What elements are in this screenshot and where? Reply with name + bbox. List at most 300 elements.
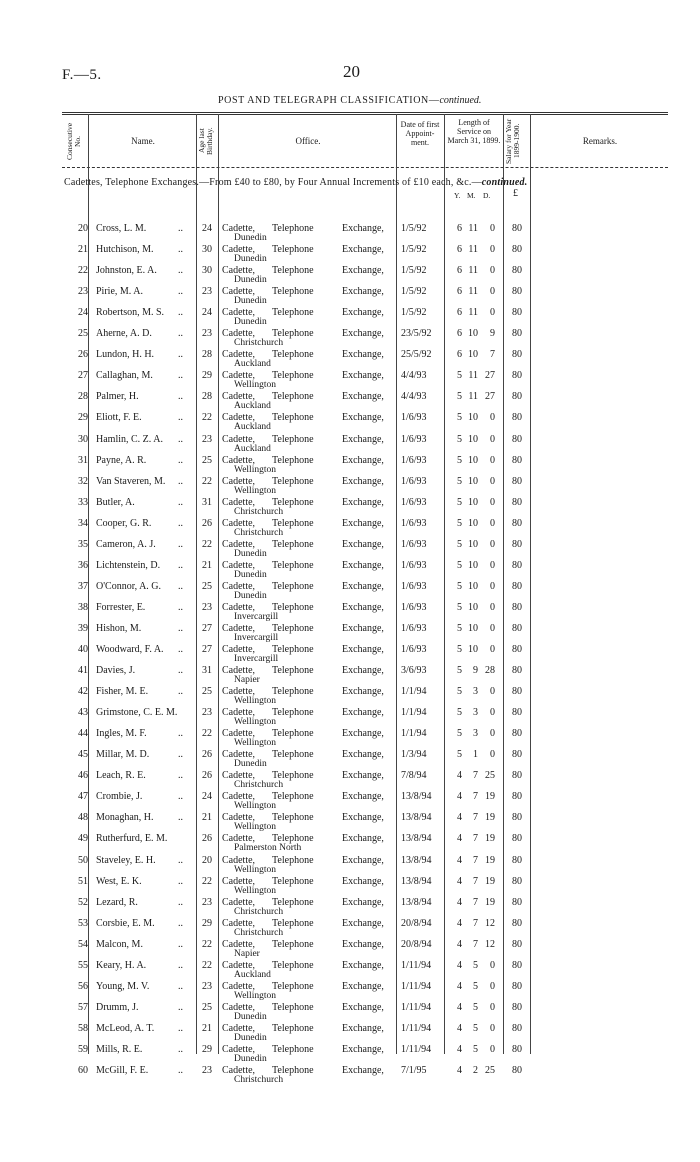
row-service-days: 7 — [490, 349, 495, 361]
row-appointment-date: 1/3/94 — [401, 749, 427, 761]
row-service-days: 0 — [490, 622, 495, 634]
row-office-service: Telephone — [272, 707, 314, 719]
row-office-city: Christchurch — [234, 780, 284, 791]
row-appointment-date: 4/4/93 — [401, 391, 427, 403]
row-appointment-date: 3/6/93 — [401, 665, 427, 677]
row-office-type: Exchange, — [342, 244, 384, 256]
unit-pound: £ — [513, 188, 518, 199]
row-office-type: Exchange, — [342, 223, 384, 234]
row-salary: 80 — [512, 538, 522, 550]
row-name: Woodward, F. A. — [96, 644, 164, 655]
row-name: Mills, R. E. — [96, 1043, 143, 1055]
table-row — [0, 939, 700, 960]
row-service-days: 0 — [490, 454, 495, 466]
row-salary: 80 — [512, 412, 522, 424]
row-service-months: 5 — [473, 959, 478, 971]
table-row — [0, 749, 700, 770]
row-number: 46 — [78, 770, 88, 782]
row-leader-dots: .. — [178, 854, 183, 866]
row-office-service: Telephone — [272, 517, 314, 529]
row-office-type: Exchange, — [342, 707, 384, 719]
row-name: Davies, J. — [96, 665, 136, 677]
row-office-city: Dunedin — [234, 296, 267, 307]
row-service-months: 11 — [468, 223, 478, 234]
row-service-years: 6 — [457, 265, 462, 277]
header-bottom-rule — [62, 167, 668, 168]
row-leader-dots: .. — [178, 917, 183, 929]
row-number: 40 — [78, 644, 88, 655]
row-office-rank: Cadette, — [222, 707, 256, 719]
row-salary: 80 — [512, 959, 522, 971]
row-age: 22 — [202, 938, 212, 950]
unit-months: M. — [467, 191, 476, 200]
row-appointment-date: 1/5/92 — [401, 307, 427, 319]
row-service-months: 10 — [468, 433, 478, 445]
row-office-service: Telephone — [272, 917, 314, 929]
row-office-type: Exchange, — [342, 538, 384, 550]
row-appointment-date: 1/5/92 — [401, 223, 427, 234]
row-office-city: Napier — [234, 948, 260, 959]
row-office-rank: Cadette, — [222, 349, 256, 361]
row-service-years: 5 — [457, 728, 462, 740]
row-office-service: Telephone — [272, 875, 314, 887]
table-row — [0, 728, 700, 749]
row-name: Cameron, A. J. — [96, 538, 156, 550]
row-office-service: Telephone — [272, 1001, 314, 1013]
row-leader-dots: .. — [178, 601, 183, 613]
row-appointment-date: 13/8/94 — [401, 854, 432, 866]
row-number: 25 — [78, 328, 88, 340]
row-office-type: Exchange, — [342, 917, 384, 929]
row-office-service: Telephone — [272, 812, 314, 824]
row-number: 53 — [78, 917, 88, 929]
row-office-service: Telephone — [272, 307, 314, 319]
row-age: 28 — [202, 349, 212, 361]
row-office-rank: Cadette, — [222, 433, 256, 445]
row-service-years: 6 — [457, 349, 462, 361]
row-office-city: Dunedin — [234, 1032, 267, 1043]
row-number: 24 — [78, 307, 88, 319]
row-office-city: Christchurch — [234, 506, 284, 517]
row-office-type: Exchange, — [342, 412, 384, 424]
row-office-rank: Cadette, — [222, 749, 256, 761]
row-age: 31 — [202, 496, 212, 508]
row-appointment-date: 1/6/93 — [401, 644, 427, 655]
row-leader-dots: .. — [178, 875, 183, 887]
table-row — [0, 855, 700, 876]
row-appointment-date: 1/6/93 — [401, 475, 427, 487]
row-name: Crombie, J. — [96, 791, 143, 803]
row-name: Lundon, H. H. — [96, 349, 155, 361]
row-service-years: 4 — [457, 1001, 462, 1013]
row-number: 42 — [78, 686, 88, 698]
row-leader-dots: .. — [178, 244, 183, 256]
table-row — [0, 307, 700, 328]
row-leader-dots: .. — [178, 665, 183, 677]
row-appointment-date: 1/1/94 — [401, 686, 427, 698]
row-leader-dots: .. — [178, 1001, 183, 1013]
row-appointment-date: 1/11/94 — [401, 980, 432, 992]
row-office-city: Invercargill — [234, 632, 279, 643]
row-office-rank: Cadette, — [222, 223, 256, 234]
row-office-service: Telephone — [272, 665, 314, 677]
row-office-city: Dunedin — [234, 1053, 267, 1064]
row-service-months: 7 — [473, 875, 478, 887]
row-age: 29 — [202, 917, 212, 929]
table-row — [0, 244, 700, 265]
row-number: 49 — [78, 833, 88, 845]
row-office-service: Telephone — [272, 349, 314, 361]
row-service-months: 7 — [473, 791, 478, 803]
row-office-city: Invercargill — [234, 654, 279, 664]
row-service-months: 11 — [468, 265, 478, 277]
row-office-rank: Cadette, — [222, 328, 256, 340]
row-service-months: 10 — [468, 538, 478, 550]
row-name: Monaghan, H. — [96, 812, 154, 824]
row-service-days: 0 — [490, 580, 495, 592]
row-office-type: Exchange, — [342, 1001, 384, 1013]
table-row — [0, 1065, 700, 1086]
row-office-service: Telephone — [272, 686, 314, 698]
row-number: 21 — [78, 244, 88, 256]
row-leader-dots: .. — [178, 580, 183, 592]
row-number: 54 — [78, 938, 88, 950]
row-name: Leach, R. E. — [96, 770, 146, 782]
row-appointment-date: 1/6/93 — [401, 559, 427, 571]
row-service-days: 19 — [485, 812, 495, 824]
row-office-city: Dunedin — [234, 548, 267, 559]
row-salary: 80 — [512, 854, 522, 866]
row-service-months: 11 — [468, 286, 478, 298]
row-name: Payne, A. R. — [96, 454, 147, 466]
row-office-service: Telephone — [272, 1022, 314, 1034]
row-appointment-date: 1/6/93 — [401, 580, 427, 592]
row-service-months: 7 — [473, 938, 478, 950]
row-office-type: Exchange, — [342, 496, 384, 508]
row-salary: 80 — [512, 686, 522, 698]
row-number: 57 — [78, 1001, 88, 1013]
row-service-days: 0 — [490, 749, 495, 761]
row-office-type: Exchange, — [342, 475, 384, 487]
title-text: POST AND TELEGRAPH CLASSIFICATION— — [218, 95, 440, 106]
row-service-years: 5 — [457, 538, 462, 550]
row-service-years: 5 — [457, 686, 462, 698]
row-office-service: Telephone — [272, 1065, 314, 1076]
table-row — [0, 770, 700, 791]
row-service-months: 7 — [473, 854, 478, 866]
row-service-days: 19 — [485, 854, 495, 866]
row-office-type: Exchange, — [342, 812, 384, 824]
table-row — [0, 370, 700, 391]
row-age: 31 — [202, 665, 212, 677]
row-number: 36 — [78, 559, 88, 571]
table-row — [0, 497, 700, 518]
row-service-days: 0 — [490, 433, 495, 445]
row-service-years: 4 — [457, 959, 462, 971]
row-appointment-date: 1/1/94 — [401, 728, 427, 740]
row-office-type: Exchange, — [342, 454, 384, 466]
row-name: Hamlin, C. Z. A. — [96, 433, 163, 445]
row-service-years: 4 — [457, 938, 462, 950]
column-header-name: Name. — [131, 136, 155, 146]
row-office-rank: Cadette, — [222, 854, 256, 866]
row-office-rank: Cadette, — [222, 959, 256, 971]
row-name: Lichtenstein, D. — [96, 559, 161, 571]
row-service-days: 19 — [485, 896, 495, 908]
row-office-rank: Cadette, — [222, 812, 256, 824]
row-service-months: 10 — [468, 580, 478, 592]
row-salary: 80 — [512, 454, 522, 466]
row-service-months: 10 — [468, 622, 478, 634]
row-service-years: 6 — [457, 307, 462, 319]
row-salary: 80 — [512, 328, 522, 340]
row-service-days: 25 — [485, 770, 495, 782]
row-service-months: 1 — [473, 749, 478, 761]
table-row — [0, 1002, 700, 1023]
row-service-months: 11 — [468, 307, 478, 319]
row-salary: 80 — [512, 391, 522, 403]
row-salary: 80 — [512, 980, 522, 992]
row-office-rank: Cadette, — [222, 917, 256, 929]
row-office-city: Palmerston North — [234, 843, 302, 854]
row-salary: 80 — [512, 244, 522, 256]
row-service-years: 5 — [457, 707, 462, 719]
row-service-years: 4 — [457, 896, 462, 908]
row-appointment-date: 1/11/94 — [401, 959, 432, 971]
row-office-type: Exchange, — [342, 644, 384, 655]
row-office-rank: Cadette, — [222, 496, 256, 508]
row-service-days: 0 — [490, 244, 495, 256]
row-number: 52 — [78, 896, 88, 908]
row-number: 59 — [78, 1043, 88, 1055]
row-service-months: 7 — [473, 896, 478, 908]
row-age: 22 — [202, 412, 212, 424]
row-age: 23 — [202, 328, 212, 340]
row-service-years: 5 — [457, 496, 462, 508]
table-row — [0, 981, 700, 1002]
row-number: 30 — [78, 433, 88, 445]
row-service-days: 0 — [490, 538, 495, 550]
row-service-years: 4 — [457, 833, 462, 845]
row-salary: 80 — [512, 665, 522, 677]
row-salary: 80 — [512, 433, 522, 445]
row-appointment-date: 7/8/94 — [401, 770, 427, 782]
row-service-days: 19 — [485, 833, 495, 845]
table-row — [0, 602, 700, 623]
row-office-service: Telephone — [272, 770, 314, 782]
row-office-city: Auckland — [234, 359, 271, 370]
row-service-years: 5 — [457, 665, 462, 677]
row-service-months: 7 — [473, 770, 478, 782]
row-leader-dots: .. — [178, 622, 183, 634]
row-service-years: 5 — [457, 601, 462, 613]
row-service-years: 5 — [457, 559, 462, 571]
row-salary: 80 — [512, 1022, 522, 1034]
row-office-rank: Cadette, — [222, 791, 256, 803]
row-office-rank: Cadette, — [222, 1022, 256, 1034]
row-service-years: 5 — [457, 644, 462, 655]
row-service-months: 5 — [473, 1001, 478, 1013]
row-service-months: 7 — [473, 833, 478, 845]
row-service-months: 5 — [473, 980, 478, 992]
row-leader-dots: .. — [178, 454, 183, 466]
row-service-days: 19 — [485, 875, 495, 887]
row-office-rank: Cadette, — [222, 1065, 256, 1076]
row-number: 35 — [78, 538, 88, 550]
table-row — [0, 581, 700, 602]
row-age: 22 — [202, 875, 212, 887]
row-salary: 80 — [512, 601, 522, 613]
row-name: Hishon, M. — [96, 622, 142, 634]
row-office-rank: Cadette, — [222, 601, 256, 613]
row-office-city: Wellington — [234, 380, 276, 391]
row-office-type: Exchange, — [342, 307, 384, 319]
row-appointment-date: 13/8/94 — [401, 812, 432, 824]
table-row — [0, 623, 700, 644]
row-number: 37 — [78, 580, 88, 592]
row-service-months: 7 — [473, 812, 478, 824]
row-office-city: Christchurch — [234, 906, 284, 917]
row-office-service: Telephone — [272, 938, 314, 950]
table-row — [0, 455, 700, 476]
row-service-years: 5 — [457, 370, 462, 382]
row-leader-dots: .. — [178, 1043, 183, 1055]
row-service-years: 4 — [457, 1043, 462, 1055]
row-service-days: 0 — [490, 707, 495, 719]
row-office-rank: Cadette, — [222, 538, 256, 550]
row-office-city: Christchurch — [234, 927, 284, 938]
row-service-days: 0 — [490, 644, 495, 655]
row-leader-dots: .. — [178, 538, 183, 550]
row-age: 30 — [202, 244, 212, 256]
row-office-city: Wellington — [234, 717, 276, 728]
row-appointment-date: 1/6/93 — [401, 517, 427, 529]
row-office-type: Exchange, — [342, 265, 384, 277]
table-row — [0, 518, 700, 539]
row-number: 58 — [78, 1022, 88, 1034]
row-leader-dots: .. — [178, 959, 183, 971]
row-office-type: Exchange, — [342, 1022, 384, 1034]
row-appointment-date: 1/6/93 — [401, 601, 427, 613]
row-name: Drumm, J. — [96, 1001, 139, 1013]
row-office-service: Telephone — [272, 391, 314, 403]
row-leader-dots: .. — [178, 307, 183, 319]
row-number: 39 — [78, 622, 88, 634]
row-appointment-date: 1/6/93 — [401, 622, 427, 634]
row-office-rank: Cadette, — [222, 770, 256, 782]
row-appointment-date: 1/11/94 — [401, 1001, 432, 1013]
row-office-city: Wellington — [234, 990, 276, 1001]
row-office-city: Dunedin — [234, 759, 267, 770]
row-name: West, E. K. — [96, 875, 142, 887]
row-age: 25 — [202, 1001, 212, 1013]
row-office-rank: Cadette, — [222, 307, 256, 319]
row-name: Corsbie, E. M. — [96, 917, 155, 929]
row-office-type: Exchange, — [342, 896, 384, 908]
row-age: 24 — [202, 791, 212, 803]
row-office-type: Exchange, — [342, 791, 384, 803]
row-salary: 80 — [512, 728, 522, 740]
row-age: 22 — [202, 538, 212, 550]
table-row — [0, 665, 700, 686]
row-salary: 80 — [512, 644, 522, 655]
row-leader-dots: .. — [178, 391, 183, 403]
row-office-type: Exchange, — [342, 391, 384, 403]
row-service-days: 0 — [490, 223, 495, 234]
row-number: 51 — [78, 875, 88, 887]
row-service-years: 5 — [457, 391, 462, 403]
row-number: 45 — [78, 749, 88, 761]
row-office-type: Exchange, — [342, 328, 384, 340]
row-office-service: Telephone — [272, 223, 314, 234]
row-office-rank: Cadette, — [222, 244, 256, 256]
row-salary: 80 — [512, 307, 522, 319]
table-row — [0, 1044, 700, 1065]
row-leader-dots: .. — [178, 791, 183, 803]
row-office-service: Telephone — [272, 601, 314, 613]
row-office-type: Exchange, — [342, 980, 384, 992]
row-leader-dots: .. — [178, 770, 183, 782]
row-office-service: Telephone — [272, 959, 314, 971]
row-name: Palmer, H. — [96, 391, 139, 403]
row-salary: 80 — [512, 770, 522, 782]
row-name: McGill, F. E. — [96, 1065, 149, 1076]
table-row — [0, 223, 700, 244]
row-salary: 80 — [512, 349, 522, 361]
row-age: 22 — [202, 475, 212, 487]
table-row — [0, 560, 700, 581]
row-office-rank: Cadette, — [222, 412, 256, 424]
row-office-rank: Cadette, — [222, 265, 256, 277]
row-name: Robertson, M. S. — [96, 307, 165, 319]
row-office-service: Telephone — [272, 475, 314, 487]
row-office-city: Invercargill — [234, 611, 279, 622]
page-identifier: F.—5. — [62, 67, 102, 83]
row-office-type: Exchange, — [342, 959, 384, 971]
row-number: 31 — [78, 454, 88, 466]
row-office-service: Telephone — [272, 328, 314, 340]
row-office-service: Telephone — [272, 791, 314, 803]
row-office-type: Exchange, — [342, 875, 384, 887]
row-office-service: Telephone — [272, 728, 314, 740]
table-row — [0, 707, 700, 728]
row-service-years: 4 — [457, 917, 462, 929]
row-service-months: 7 — [473, 917, 478, 929]
row-appointment-date: 13/8/94 — [401, 896, 432, 908]
row-service-months: 10 — [468, 601, 478, 613]
row-leader-dots: .. — [178, 433, 183, 445]
row-office-type: Exchange, — [342, 370, 384, 382]
table-row — [0, 644, 700, 665]
row-salary: 80 — [512, 517, 522, 529]
title-continued: continued. — [439, 95, 482, 106]
row-leader-dots: .. — [178, 517, 183, 529]
row-office-service: Telephone — [272, 265, 314, 277]
row-age: 25 — [202, 686, 212, 698]
row-salary: 80 — [512, 707, 522, 719]
row-number: 34 — [78, 517, 88, 529]
column-header-consecutive: Consecutive No. — [65, 122, 82, 160]
row-leader-dots: .. — [178, 1065, 183, 1076]
row-office-city: Dunedin — [234, 254, 267, 265]
row-service-months: 3 — [473, 686, 478, 698]
row-service-years: 6 — [457, 223, 462, 234]
row-service-years: 4 — [457, 1022, 462, 1034]
table-row — [0, 391, 700, 412]
row-name: Ingles, M. F. — [96, 728, 147, 740]
row-salary: 80 — [512, 917, 522, 929]
row-age: 23 — [202, 433, 212, 445]
